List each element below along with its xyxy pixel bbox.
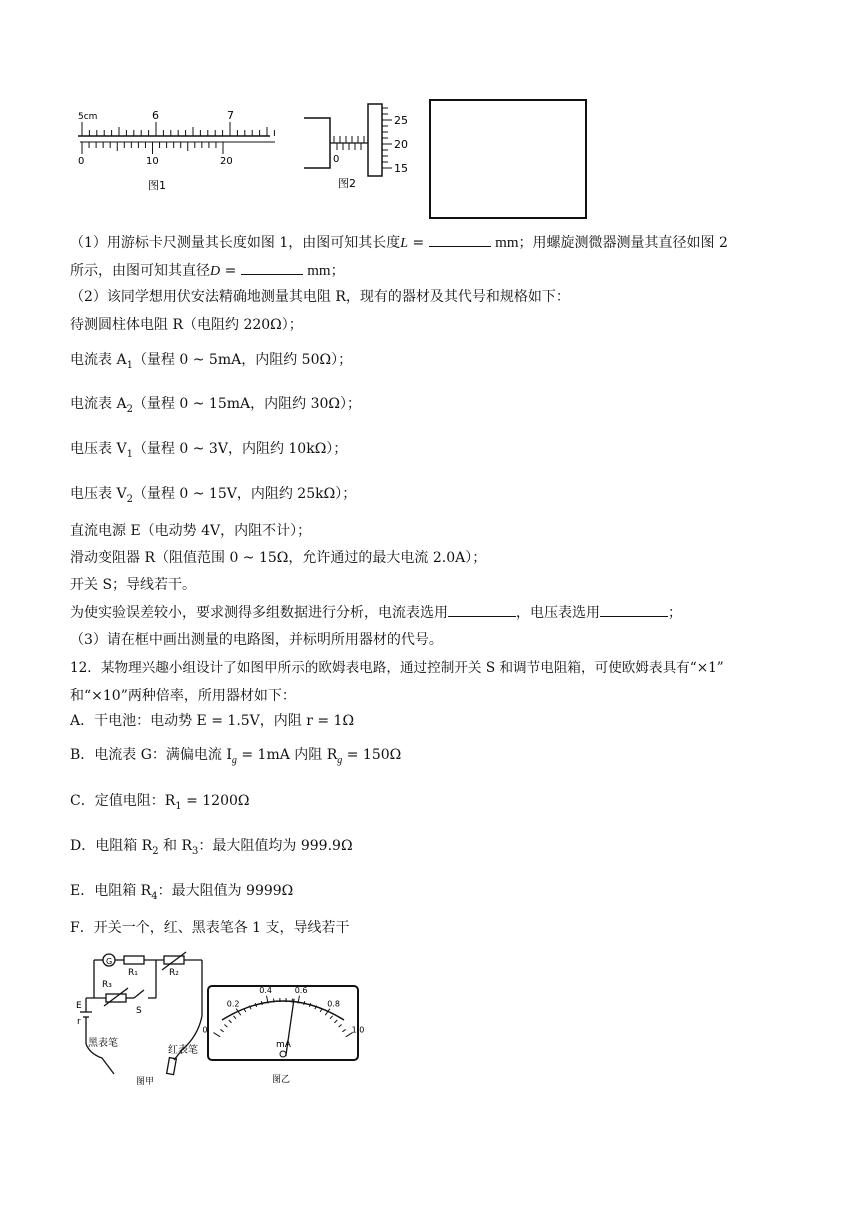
voltmeter-choice-blank[interactable] [600, 602, 668, 617]
vernier-sub-label-1: 10 [146, 156, 159, 167]
r1-label: R₁ [128, 968, 138, 978]
ohmmeter-circuit-figure [76, 946, 211, 1091]
meter-scale-tick [229, 1020, 232, 1023]
voltmeter-v2-item: 电压表 $V_2$（量程 0 ~ 15V，内阻约 25kΩ）； [70, 486, 357, 505]
q11-part1-line2: 所示，由图可知其直径D = mm； [70, 260, 345, 282]
meter-scale-tick [334, 1020, 337, 1023]
ammeter-choice-blank[interactable] [448, 602, 516, 617]
meter-choice-line: 为使实验误差较小，要求测得多组数据进行分析，电流表选用 ，电压表选用 ； [70, 602, 682, 623]
r2-label: R₂ [169, 968, 179, 978]
q12-option-f: F．开关一个，红、黑表笔各 1 支，导线若干 [70, 920, 350, 936]
q12-stem-line1: 12．某物理兴趣小组设计了如图甲所示的欧姆表电路，通过控制开关 S 和调节电阻箱，可使欧姆表具有“×1” [70, 660, 724, 676]
power-supply-item: 直流电源 E（电动势 4V，内阻不计）； [70, 523, 312, 539]
q12-option-e: E．电阻箱 $R_4$：最大阻值为 9999Ω [70, 883, 294, 902]
q12-option-b: B．电流表 G：满偏电流 $I_g = 1mA$ 内阻 $R_g = 150\Omega$ [70, 747, 402, 766]
fig-yi-caption: 图乙 [272, 1075, 291, 1085]
circuit-drawing-box [429, 99, 587, 219]
length-answer-blank[interactable] [429, 232, 491, 247]
q12-stem-line2: 和“×10”两种倍率，所用器材如下： [70, 688, 296, 704]
black-probe-label: 黑表笔 [88, 1038, 118, 1049]
q12-option-a: A．干电池：电动势 E = 1.5V，内阻 r = 1Ω [70, 713, 355, 729]
meter-scale-label: 1.0 [351, 1025, 365, 1035]
meter-scale-tick [255, 1003, 256, 1007]
vernier-sub-label-0: 0 [78, 156, 85, 167]
fig1-caption: 图1 [148, 179, 166, 192]
meter-scale-tick [233, 1016, 236, 1019]
ammeter-a2-item: 电流表 $A_2$（量程 0 ~ 15mA，内阻约 30Ω）； [70, 396, 361, 415]
micrometer-label-15: 15 [394, 162, 408, 175]
meter-scale-tick [339, 1025, 342, 1028]
vernier-caliper-figure [70, 100, 285, 200]
r3-label: R₃ [102, 980, 112, 990]
micrometer-label-25: 25 [394, 114, 408, 127]
meter-scale-label: 0.4 [259, 985, 273, 995]
switch-item: 开关 S；导线若干。 [70, 577, 197, 593]
meter-scale-tick [304, 1001, 305, 1005]
vernier-main-label-0: 5cm [78, 112, 98, 122]
meter-scale-label: 0.6 [294, 985, 308, 995]
q11-part3: （3）请在框中画出测量的电路图，并标明所用器材的代号。 [70, 632, 443, 648]
voltmeter-v1-item: 电压表 $V_1$（量程 0 ~ 3V，内阻约 10kΩ）； [70, 441, 348, 460]
micrometer-label-20: 20 [394, 138, 408, 151]
milliammeter-figure [204, 980, 364, 1090]
micrometer-figure [300, 98, 420, 198]
diameter-answer-blank[interactable] [241, 260, 303, 275]
meter-scale-label: 0 [202, 1025, 208, 1035]
fig2-caption: 图2 [338, 177, 356, 190]
resistor-item: 待测圆柱体电阻 R（电阻约 220Ω）； [70, 317, 303, 333]
emf-label: E [76, 1001, 82, 1011]
meter-scale-tick [213, 1033, 220, 1037]
switch-label: S [136, 1006, 142, 1016]
fig-jia-caption: 图甲 [136, 1077, 155, 1087]
q11-part2-intro: （2）该同学想用伏安法精确地测量其电阻 R，现有的器材及其代号和规格如下： [70, 289, 570, 305]
meter-scale-label: 0.2 [226, 999, 240, 1009]
zero-adjust-screw [280, 1051, 286, 1057]
ammeter-a1-item: 电流表 $A_1$（量程 0 ~ 5mA，内阻约 50Ω）； [70, 352, 353, 371]
meter-scale-tick [330, 1016, 333, 1019]
vernier-main-label-1: 6 [152, 109, 159, 122]
red-probe-label: 红表笔 [168, 1045, 198, 1056]
meter-scale-tick [224, 1025, 227, 1028]
meter-scale-label: 0.8 [327, 999, 340, 1009]
meter-scale-tick [309, 1003, 310, 1007]
q12-option-d: D．电阻箱 $R_2$ 和 $R_3$：最大阻值均为 999.9Ω [70, 838, 353, 857]
micrometer-zero: 0 [333, 154, 340, 165]
meter-scale-tick [261, 1001, 262, 1005]
meter-scale-tick [220, 1029, 223, 1031]
meter-unit: mA [276, 1040, 291, 1050]
galvanometer-label: G [106, 957, 113, 966]
vernier-main-label-2: 7 [227, 109, 234, 122]
rheostat-item: 滑动变阻器 R（阻值范围 0 ~ 15Ω，允许通过的最大电流 2.0A）； [70, 550, 487, 566]
q12-option-c: C．定值电阻：$R_1 = 1200\Omega$ [70, 793, 250, 812]
meter-scale-tick [342, 1029, 345, 1031]
vernier-sub-label-2: 20 [220, 156, 233, 167]
q11-part1-line1: （1）用游标卡尺测量其长度如图 1，由图可知其长度L = mm；用螺旋测微器测量其直径如图 2 [70, 232, 728, 254]
internal-r-label: r [77, 1017, 81, 1027]
